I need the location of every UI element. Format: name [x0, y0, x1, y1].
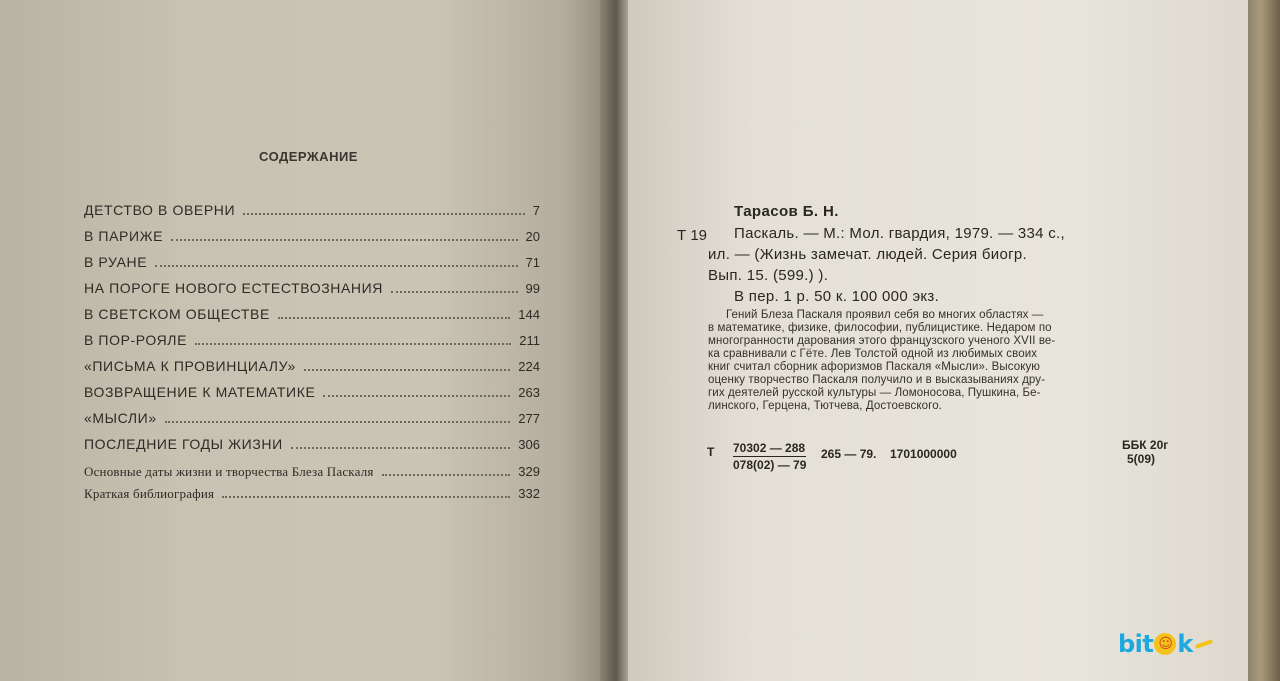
- toc-entry-page: 144: [518, 307, 540, 322]
- toc-entry-page: 224: [518, 359, 540, 374]
- toc-entry: [84, 306, 540, 326]
- toc-leader-dots: [165, 411, 511, 423]
- toc-leader-dots: [323, 385, 510, 397]
- annotation-line: многогранности дарования этого французского ученого XVII ве-: [708, 335, 1056, 347]
- bbk-subcode: 5(09): [1127, 452, 1156, 466]
- toc-entry: [84, 464, 540, 484]
- toc-entry-page: 99: [525, 281, 540, 296]
- toc-entry-page: 329: [518, 464, 540, 479]
- catalog-annotation: [708, 309, 1168, 413]
- code-letter: Т: [707, 445, 715, 459]
- toc-entry-title: В СВЕТСКОМ ОБЩЕСТВЕ: [84, 306, 270, 322]
- toc-entry-title: ПОСЛЕДНИЕ ГОДЫ ЖИЗНИ: [84, 436, 283, 452]
- toc-entry: [84, 436, 540, 456]
- toc-leader-dots: [391, 281, 518, 293]
- toc-entry-page: 7: [532, 203, 540, 218]
- toc-entry-title: ВОЗВРАЩЕНИЕ К МАТЕМАТИКЕ: [84, 384, 316, 400]
- toc-leader-dots: [195, 333, 511, 345]
- toc-entry-page: 211: [519, 333, 540, 348]
- toc-entry: [84, 410, 540, 430]
- catalog-author: Тарасов Б. Н.: [734, 203, 839, 220]
- toc-leader-dots: [171, 229, 517, 241]
- toc-leader-dots: [243, 203, 525, 215]
- swoosh-icon: [1195, 639, 1213, 649]
- toc-entry: [84, 384, 540, 404]
- watermark-text-start: bit: [1118, 630, 1154, 658]
- toc-entry-title: «ПИСЬМА К ПРОВИНЦИАЛУ»: [84, 358, 296, 374]
- annotation-line: Гений Блеза Паскаля проявил себя во многих областях —: [726, 309, 1044, 321]
- toc-heading: СОДЕРЖАНИЕ: [259, 149, 358, 164]
- toc-entry: [84, 228, 540, 248]
- annotation-line: книг считал сборник афоризмов Паскаля «Мысли». Высокую: [708, 361, 1041, 373]
- catalog-codes: [677, 438, 1177, 481]
- toc-entry: [84, 358, 540, 378]
- toc-entry-title: Краткая библиография: [84, 486, 215, 501]
- annotation-line: в математике, физике, философии, публицистике. Недаром по: [708, 322, 1052, 334]
- code-denominator: 078(02) — 79: [733, 458, 807, 472]
- annotation-line: ка сравнивали с Гёте. Лев Толстой одной из любимых своих: [708, 348, 1038, 360]
- toc-entry-page: 306: [518, 437, 540, 452]
- toc-entry-page: 277: [518, 411, 540, 426]
- code-fraction: [733, 441, 806, 472]
- toc-entry: [84, 202, 540, 222]
- catalog-line: ил. — (Жизнь замечат. людей. Серия биогр.: [708, 246, 1028, 263]
- toc-entry-title: Основные даты жизни и творчества Блеза Паскаля: [84, 464, 374, 479]
- toc-entry: [84, 280, 540, 300]
- toc-entry-title: В ПАРИЖЕ: [84, 228, 164, 244]
- annotation-line: линского, Герцена, Тютчева, Достоевского.: [708, 400, 942, 412]
- toc-leader-dots: [304, 359, 510, 371]
- catalog-line: Вып. 15. (599.) ).: [708, 267, 829, 284]
- toc-entry-title: В ПОР-РОЯЛЕ: [84, 332, 188, 348]
- catalog-index: Т 19: [677, 227, 708, 244]
- toc-entry-title: НА ПОРОГЕ НОВОГО ЕСТЕСТВОЗНАНИЯ: [84, 280, 383, 296]
- toc-entry: [84, 254, 540, 274]
- toc-entry-page: 263: [518, 385, 540, 400]
- toc-entry: [84, 486, 540, 506]
- code-number: 1701000000: [890, 447, 957, 461]
- toc-leader-dots: [222, 486, 510, 498]
- watermark-logo: [1118, 630, 1213, 658]
- toc-entry-page: 71: [525, 255, 540, 270]
- toc-entry-page: 332: [518, 486, 540, 501]
- watermark-text-end: k: [1177, 630, 1193, 658]
- bbk-code: ББК 20г: [1122, 438, 1169, 452]
- book-edge: [1248, 0, 1280, 681]
- toc-entry-title: ДЕТСТВО В ОВЕРНИ: [84, 202, 236, 218]
- toc-entry-title: В РУАНЕ: [84, 254, 148, 270]
- code-suffix: 265 — 79.: [821, 447, 877, 461]
- toc-entry-page: 20: [525, 229, 540, 244]
- toc-leader-dots: [382, 464, 511, 476]
- toc-entry: [84, 332, 540, 352]
- smiley-icon: ☺: [1154, 633, 1176, 655]
- left-page: [0, 0, 612, 681]
- catalog-line: Паскаль. — М.: Мол. гвардия, 1979. — 334 с.,: [734, 225, 1065, 242]
- code-numerator: 70302 — 288: [733, 441, 806, 455]
- annotation-line: оценку творчество Паскаля получило и в высказываниях дру-: [708, 374, 1046, 386]
- toc-leader-dots: [155, 255, 517, 267]
- catalog-price-line: В пер. 1 р. 50 к. 100 000 экз.: [734, 288, 940, 305]
- toc-leader-dots: [291, 437, 511, 449]
- toc-entry-title: «МЫСЛИ»: [84, 410, 157, 426]
- toc-leader-dots: [278, 307, 510, 319]
- annotation-line: гих деятелей русской культуры — Ломоносова, Пушкина, Бе-: [708, 387, 1041, 399]
